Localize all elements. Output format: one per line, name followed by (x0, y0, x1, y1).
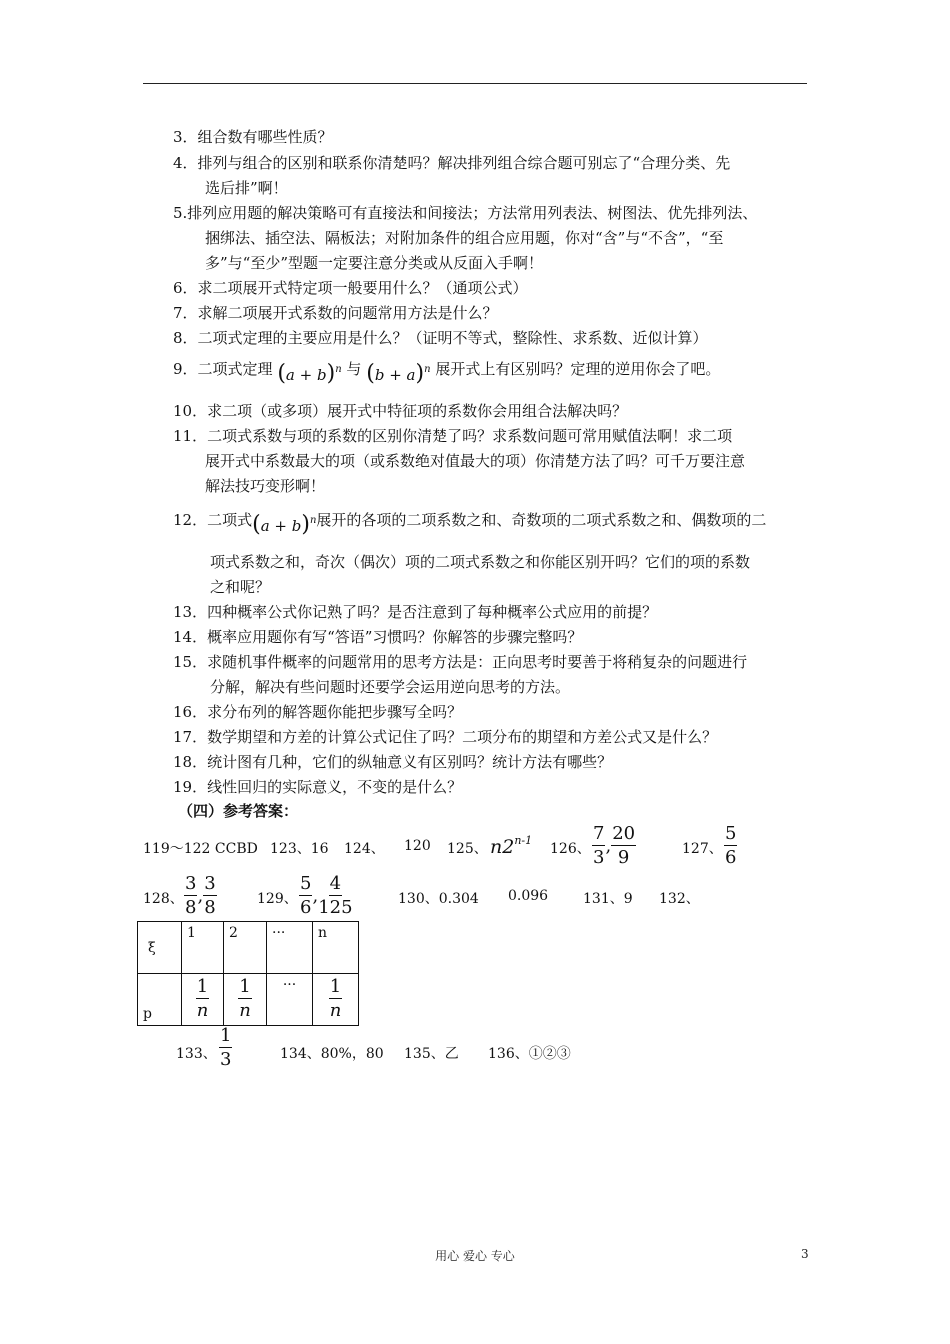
question-12-pre: 12．二项式 (173, 511, 253, 529)
table-cell: 1 (182, 922, 224, 974)
question-9-mid: 与 (346, 360, 362, 378)
question-14: 14．概率应用题你有写“答语”习惯吗？你解答的步骤完整吗？ (173, 628, 583, 646)
question-9 (173, 354, 721, 386)
fraction: $\frac{1}{n}$ (196, 976, 209, 1021)
question-16: 16．求分布列的解答题你能把步骤写全吗？ (173, 703, 463, 721)
question-12-cont2: 之和呢？ (210, 578, 271, 596)
answer-120: 120 (404, 838, 431, 854)
answer-128-fracs: $\frac{3}{8}$ , $\frac{3}{8}$ (185, 873, 216, 918)
question-3: 3．组合数有哪些性质？ (173, 128, 333, 146)
question-15: 15．求随机事件概率的问题常用的思考方法是：正向思考时要善于将稍复杂的问题进行 (173, 653, 748, 671)
answer-125-expr: n2$^{n-1}$ (490, 834, 533, 858)
formula-a-plus-b-n-2: $(a + b)^n$ (252, 512, 317, 537)
answer-128: 128、 (143, 891, 184, 907)
answer-131: 131、9 (583, 891, 633, 907)
table-cell: ··· (267, 922, 313, 974)
question-9-post: 展开式上有区别吗？定理的逆用你会了吧。 (435, 360, 721, 378)
fraction: $\frac{5}{6}$ (300, 873, 312, 918)
table-row (138, 922, 359, 974)
question-7: 7．求解二项展开式系数的问题常用方法是什么？ (173, 304, 498, 322)
header-rule (143, 83, 807, 84)
distribution-table (137, 921, 359, 1026)
xi-label: ξ (138, 922, 182, 974)
answer-134: 134、80%，80 (280, 1046, 384, 1062)
question-6: 6．求二项展开式特定项一般要用什么？（通项公式） (173, 279, 528, 297)
question-12-post: 展开的各项的二项系数之和、奇数项的二项式系数之和、偶数项的二 (316, 511, 767, 529)
answer-132: 132、 (659, 891, 700, 907)
table-cell (313, 974, 359, 1026)
formula-b-plus-a-n: $(b + a)^n$ (366, 361, 431, 386)
question-17: 17．数学期望和方差的计算公式记住了吗？二项分布的期望和方差公式又是什么？ (173, 728, 718, 746)
answer-123: 123、16 (270, 841, 329, 857)
fraction: $\frac{7}{3}$ (593, 823, 605, 868)
question-4: 4．排列与组合的区别和联系你清楚吗？解决排列组合综合题可别忘了“合理分类、先 (173, 154, 731, 172)
question-4-cont: 选后排”啊！ (205, 179, 288, 197)
answer-126: 126、 (550, 841, 591, 857)
question-5-cont2: 多”与“至少”型题一定要注意分类或从反面入手啊！ (205, 254, 544, 272)
question-18: 18．统计图有几种，它们的纵轴意义有区别吗？统计方法有哪些？ (173, 753, 613, 771)
answer-129: 129、 (257, 891, 298, 907)
table-cell: n (313, 922, 359, 974)
fraction: $\frac{1}{3}$ (220, 1025, 232, 1070)
question-11-cont2: 解法技巧变形啊！ (205, 477, 326, 495)
formula-a-plus-b-n: $(a + b)^n$ (277, 361, 342, 386)
p-label: p (138, 974, 182, 1026)
table-row (138, 974, 359, 1026)
page-footer: 用心 爱心 专心 (435, 1249, 515, 1263)
answer-125: 125、 (447, 841, 488, 857)
table-cell: ··· (267, 974, 313, 1026)
question-11: 11．二项式系数与项的系数的区别你清楚了吗？求系数问题可常用赋值法啊！求二项 (173, 427, 733, 445)
question-13: 13．四种概率公式你记熟了吗？是否注意到了每种概率公式应用的前提？ (173, 603, 658, 621)
fraction: $\frac{3}{8}$ (204, 873, 216, 918)
table-cell (182, 974, 224, 1026)
question-5-cont: 捆绑法、插空法、隔板法；对附加条件的组合应用题，你对“含”与“不含”，“至 (205, 229, 724, 247)
question-15-cont: 分解，解决有些问题时还要学会运用逆向思考的方法。 (210, 678, 571, 696)
answers-heading: （四）参考答案： (178, 802, 299, 820)
fraction: $\frac{3}{8}$ (185, 873, 197, 918)
answer-133: 133、 (176, 1046, 217, 1062)
question-12-cont: 项式系数之和，奇次（偶次）项的二项式系数之和你能区别开吗？它们的项的系数 (210, 553, 751, 571)
answer-119-122: 119～122 CCBD (143, 841, 258, 857)
answer-130: 130、0.304 (398, 891, 479, 907)
page-number: 3 (801, 1247, 809, 1261)
question-19: 19．线性回归的实际意义，不变的是什么？ (173, 778, 463, 796)
question-12 (173, 505, 767, 537)
answer-133-frac (219, 1026, 232, 1070)
table-cell: 2 (224, 922, 267, 974)
answer-129-fracs: $\frac{5}{6}$ , $\frac{4}{125}$ (300, 873, 353, 918)
question-5: 5.排列应用题的解决策略可有直接法和间接法；方法常用列表法、树图法、优先排列法、 (173, 204, 758, 222)
answer-127: 127、 (682, 841, 723, 857)
answer-136: 136、①②③ (488, 1046, 571, 1062)
fraction: $\frac{4}{125}$ (318, 873, 353, 918)
question-11-cont: 展开式中系数最大的项（或系数绝对值最大的项）你清楚方法了吗？可千万要注意 (205, 452, 746, 470)
fraction: $\frac{1}{n}$ (239, 976, 251, 1021)
answer-130b: 0.096 (508, 888, 549, 904)
fraction: $\frac{5}{6}$ (725, 823, 737, 868)
fraction: $\frac{1}{n}$ (329, 976, 342, 1021)
question-10: 10．求二项（或多项）展开式中特征项的系数你会用组合法解决吗？ (173, 402, 628, 420)
question-9-pre: 9．二项式定理 (173, 360, 273, 378)
answer-126-fracs: $\frac{7}{3}$ , $\frac{20}{9}$ (593, 823, 636, 868)
answer-127-frac (724, 824, 737, 868)
answer-135: 135、乙 (404, 1046, 459, 1062)
table-cell (224, 974, 267, 1026)
fraction: $\frac{20}{9}$ (612, 823, 636, 868)
answer-124: 124、 (344, 841, 385, 857)
question-8: 8．二项式定理的主要应用是什么？（证明不等式，整除性、求系数、近似计算） (173, 329, 708, 347)
